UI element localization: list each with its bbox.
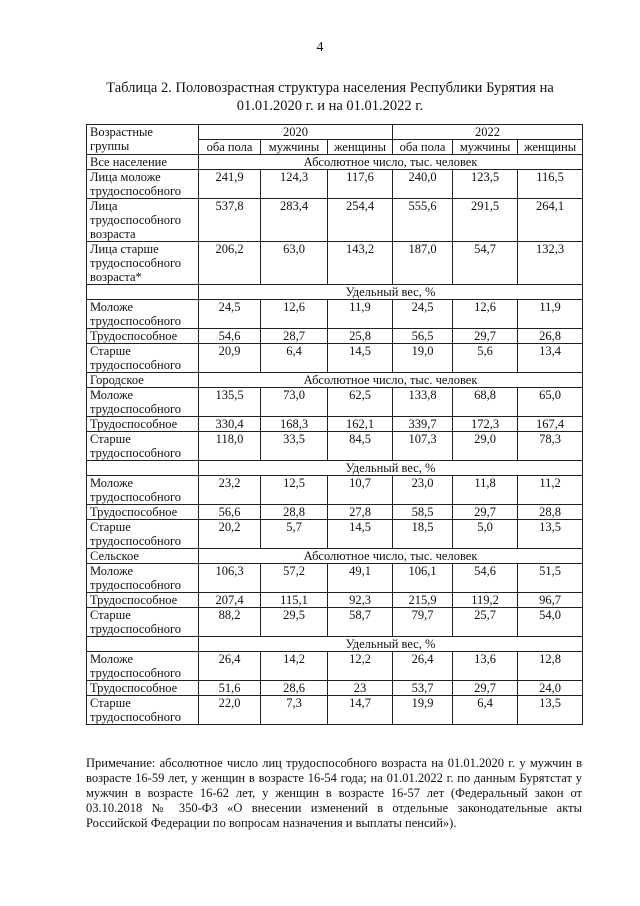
section-label — [87, 461, 199, 476]
value-cell: 106,1 — [393, 564, 453, 593]
row-label: Лица моложе трудоспособного — [87, 170, 199, 199]
value-cell: 12,5 — [261, 476, 328, 505]
value-cell: 28,8 — [518, 505, 583, 520]
value-cell: 168,3 — [261, 417, 328, 432]
value-cell: 26,4 — [199, 652, 261, 681]
row-label: Старше трудоспособного — [87, 432, 199, 461]
value-cell: 133,8 — [393, 388, 453, 417]
section-row — [87, 637, 583, 652]
value-cell: 26,4 — [393, 652, 453, 681]
table-row — [87, 199, 583, 242]
value-cell: 84,5 — [328, 432, 393, 461]
value-cell: 107,3 — [393, 432, 453, 461]
header-col-men-2022: мужчины — [453, 140, 518, 155]
table-row — [87, 681, 583, 696]
value-cell: 14,5 — [328, 520, 393, 549]
section-row — [87, 285, 583, 300]
value-cell: 135,5 — [199, 388, 261, 417]
row-label: Трудоспособное — [87, 417, 199, 432]
value-cell: 206,2 — [199, 242, 261, 285]
value-cell: 22,0 — [199, 696, 261, 725]
value-cell: 25,7 — [453, 608, 518, 637]
table-row — [87, 593, 583, 608]
value-cell: 116,5 — [518, 170, 583, 199]
header-row-years — [87, 125, 583, 140]
table-title-line-1: Таблица 2. Половозрастная структура населения Республики Бурятия на — [106, 80, 554, 96]
section-title: Абсолютное число, тыс. человек — [199, 549, 583, 564]
table-row — [87, 300, 583, 329]
value-cell: 6,4 — [261, 344, 328, 373]
value-cell: 7,3 — [261, 696, 328, 725]
value-cell: 5,0 — [453, 520, 518, 549]
value-cell: 54,6 — [453, 564, 518, 593]
row-label: Моложе трудоспособного — [87, 388, 199, 417]
value-cell: 119,2 — [453, 593, 518, 608]
value-cell: 11,9 — [518, 300, 583, 329]
section-title: Абсолютное число, тыс. человек — [199, 373, 583, 388]
value-cell: 5,7 — [261, 520, 328, 549]
value-cell: 53,7 — [393, 681, 453, 696]
header-age-groups: Возрастные группы — [87, 125, 199, 155]
section-row — [87, 373, 583, 388]
value-cell: 63,0 — [261, 242, 328, 285]
value-cell: 19,9 — [393, 696, 453, 725]
value-cell: 56,5 — [393, 329, 453, 344]
value-cell: 56,6 — [199, 505, 261, 520]
table-title-line-2: 01.01.2020 г. и на 01.01.2022 г. — [236, 98, 424, 114]
value-cell: 240,0 — [393, 170, 453, 199]
value-cell: 62,5 — [328, 388, 393, 417]
table-row — [87, 329, 583, 344]
value-cell: 291,5 — [453, 199, 518, 242]
value-cell: 92,3 — [328, 593, 393, 608]
footnote: Примечание: абсолютное число лиц трудоспособного возраста на 01.01.2020 г. у мужчин в возрасте 16-59 лет, у женщин в возрасте 16-54 года; на 01.01.2022 г. по данным Бурятстат у мужчин в возрасте 16-62 лет, у женщин в возрасте 16-57 лет (Федеральный закон от 03.10.2018 № 350-ФЗ «О внесении изменений в отдельные законодательные акты Российской Федерации по вопросам назначения и выплаты пенсий»). — [86, 756, 582, 830]
value-cell: 51,6 — [199, 681, 261, 696]
header-col-both-2020: оба пола — [199, 140, 261, 155]
table-row — [87, 344, 583, 373]
row-label: Трудоспособное — [87, 681, 199, 696]
row-label: Трудоспособное — [87, 329, 199, 344]
value-cell: 23 — [328, 681, 393, 696]
table-row — [87, 696, 583, 725]
table-row — [87, 242, 583, 285]
row-label: Лица трудоспособного возраста — [87, 199, 199, 242]
table-title — [90, 79, 570, 115]
value-cell: 29,0 — [453, 432, 518, 461]
value-cell: 19,0 — [393, 344, 453, 373]
value-cell: 28,8 — [261, 505, 328, 520]
page-number: 4 — [316, 40, 324, 55]
value-cell: 27,8 — [328, 505, 393, 520]
value-cell: 79,7 — [393, 608, 453, 637]
section-row — [87, 549, 583, 564]
value-cell: 29,7 — [453, 505, 518, 520]
value-cell: 29,7 — [453, 681, 518, 696]
value-cell: 88,2 — [199, 608, 261, 637]
value-cell: 12,2 — [328, 652, 393, 681]
value-cell: 6,4 — [453, 696, 518, 725]
row-label: Лица старше трудоспособного возраста* — [87, 242, 199, 285]
table-row — [87, 170, 583, 199]
value-cell: 241,9 — [199, 170, 261, 199]
value-cell: 254,4 — [328, 199, 393, 242]
value-cell: 283,4 — [261, 199, 328, 242]
value-cell: 117,6 — [328, 170, 393, 199]
header-year-2020: 2020 — [199, 125, 393, 140]
row-label: Моложе трудоспособного — [87, 652, 199, 681]
value-cell: 10,7 — [328, 476, 393, 505]
value-cell: 11,9 — [328, 300, 393, 329]
row-label: Старше трудоспособного — [87, 344, 199, 373]
value-cell: 68,8 — [453, 388, 518, 417]
value-cell: 65,0 — [518, 388, 583, 417]
value-cell: 54,0 — [518, 608, 583, 637]
value-cell: 20,9 — [199, 344, 261, 373]
row-label: Старше трудоспособного — [87, 608, 199, 637]
section-label — [87, 637, 199, 652]
table-row — [87, 564, 583, 593]
table-row — [87, 388, 583, 417]
population-table — [86, 124, 583, 725]
value-cell: 20,2 — [199, 520, 261, 549]
value-cell: 167,4 — [518, 417, 583, 432]
row-label: Трудоспособное — [87, 593, 199, 608]
value-cell: 537,8 — [199, 199, 261, 242]
section-row — [87, 461, 583, 476]
value-cell: 24,5 — [393, 300, 453, 329]
value-cell: 12,6 — [453, 300, 518, 329]
value-cell: 13,5 — [518, 696, 583, 725]
section-label: Все население — [87, 155, 199, 170]
value-cell: 57,2 — [261, 564, 328, 593]
value-cell: 207,4 — [199, 593, 261, 608]
header-col-women-2020: женщины — [328, 140, 393, 155]
value-cell: 123,5 — [453, 170, 518, 199]
header-year-2022: 2022 — [393, 125, 583, 140]
value-cell: 143,2 — [328, 242, 393, 285]
value-cell: 12,8 — [518, 652, 583, 681]
value-cell: 264,1 — [518, 199, 583, 242]
value-cell: 23,2 — [199, 476, 261, 505]
value-cell: 78,3 — [518, 432, 583, 461]
value-cell: 13,4 — [518, 344, 583, 373]
value-cell: 96,7 — [518, 593, 583, 608]
value-cell: 330,4 — [199, 417, 261, 432]
section-title: Удельный вес, % — [199, 285, 583, 300]
value-cell: 14,7 — [328, 696, 393, 725]
value-cell: 13,6 — [453, 652, 518, 681]
value-cell: 11,2 — [518, 476, 583, 505]
value-cell: 73,0 — [261, 388, 328, 417]
table-row — [87, 608, 583, 637]
table-row — [87, 652, 583, 681]
section-label: Городское — [87, 373, 199, 388]
row-label: Старше трудоспособного — [87, 696, 199, 725]
value-cell: 124,3 — [261, 170, 328, 199]
value-cell: 58,5 — [393, 505, 453, 520]
value-cell: 18,5 — [393, 520, 453, 549]
section-title: Удельный вес, % — [199, 637, 583, 652]
header-col-men-2020: мужчины — [261, 140, 328, 155]
row-label: Моложе трудоспособного — [87, 476, 199, 505]
value-cell: 26,8 — [518, 329, 583, 344]
value-cell: 33,5 — [261, 432, 328, 461]
value-cell: 132,3 — [518, 242, 583, 285]
header-col-women-2022: женщины — [518, 140, 583, 155]
section-title: Удельный вес, % — [199, 461, 583, 476]
value-cell: 28,6 — [261, 681, 328, 696]
value-cell: 14,2 — [261, 652, 328, 681]
value-cell: 11,8 — [453, 476, 518, 505]
value-cell: 28,7 — [261, 329, 328, 344]
row-label: Трудоспособное — [87, 505, 199, 520]
value-cell: 29,5 — [261, 608, 328, 637]
value-cell: 24,5 — [199, 300, 261, 329]
value-cell: 5,6 — [453, 344, 518, 373]
value-cell: 23,0 — [393, 476, 453, 505]
section-title: Абсолютное число, тыс. человек — [199, 155, 583, 170]
table-row — [87, 520, 583, 549]
value-cell: 215,9 — [393, 593, 453, 608]
value-cell: 118,0 — [199, 432, 261, 461]
value-cell: 14,5 — [328, 344, 393, 373]
table-row — [87, 476, 583, 505]
section-label: Сельское — [87, 549, 199, 564]
value-cell: 25,8 — [328, 329, 393, 344]
section-row — [87, 155, 583, 170]
section-label — [87, 285, 199, 300]
value-cell: 51,5 — [518, 564, 583, 593]
table-row — [87, 505, 583, 520]
value-cell: 106,3 — [199, 564, 261, 593]
value-cell: 339,7 — [393, 417, 453, 432]
row-label: Моложе трудоспособного — [87, 564, 199, 593]
value-cell: 13,5 — [518, 520, 583, 549]
value-cell: 555,6 — [393, 199, 453, 242]
row-label: Старше трудоспособного — [87, 520, 199, 549]
table-row — [87, 417, 583, 432]
value-cell: 187,0 — [393, 242, 453, 285]
value-cell: 29,7 — [453, 329, 518, 344]
header-col-both-2022: оба пола — [393, 140, 453, 155]
value-cell: 54,6 — [199, 329, 261, 344]
row-label: Моложе трудоспособного — [87, 300, 199, 329]
value-cell: 54,7 — [453, 242, 518, 285]
value-cell: 12,6 — [261, 300, 328, 329]
value-cell: 172,3 — [453, 417, 518, 432]
value-cell: 115,1 — [261, 593, 328, 608]
value-cell: 162,1 — [328, 417, 393, 432]
value-cell: 58,7 — [328, 608, 393, 637]
value-cell: 24,0 — [518, 681, 583, 696]
value-cell: 49,1 — [328, 564, 393, 593]
table-row — [87, 432, 583, 461]
